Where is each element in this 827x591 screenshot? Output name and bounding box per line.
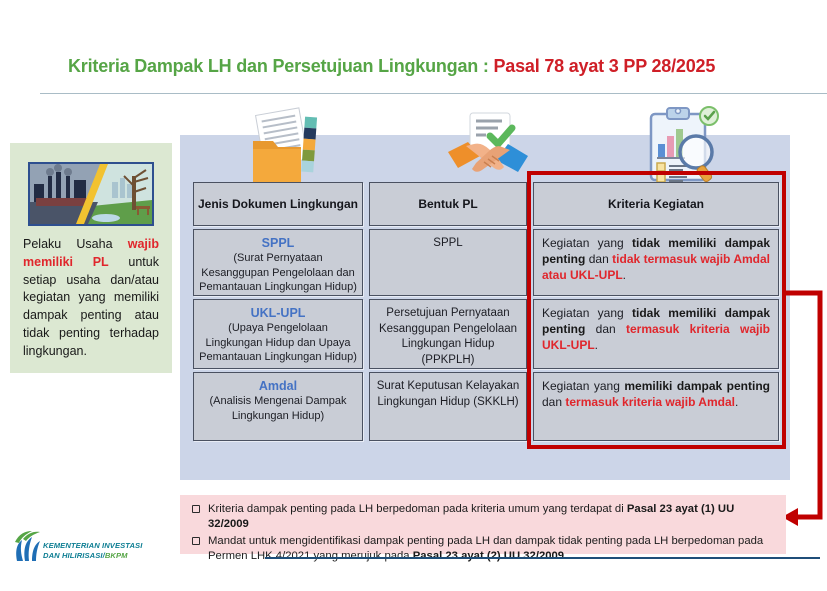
- handshake-agreement-icon: [446, 110, 530, 187]
- checkbox-square-icon: [192, 505, 200, 513]
- table-row-sppl-kriteria: Kegiatan yang tidak memiliki dampak penting dan tidak termasuk wajib Amdal atau UKL-UPL.: [533, 229, 779, 296]
- note-item-2: [192, 534, 776, 564]
- notes-box: [180, 495, 786, 562]
- org-name-accent: BKPM: [104, 550, 128, 560]
- table-row-uklupl-bentuk: Persetujuan Pernyataan Kesanggupan Pengelolaan Lingkungan Hidup (PPKPLH): [369, 299, 527, 369]
- title-highlight: Pasal 78 ayat 3 PP 28/2025: [493, 56, 716, 76]
- org-name-line1: KEMENTERIAN INVESTASI: [43, 541, 143, 550]
- audit-checklist-icon: [645, 104, 723, 191]
- table-row-amdal-bentuk: Surat Keputusan Kelayakan Lingkungan Hidup (SKKLH): [369, 372, 527, 441]
- doc-abbr-sppl: SPPL: [261, 236, 295, 250]
- table-row-uklupl-kriteria: Kegiatan yang tidak memiliki dampak penting dan termasuk kriteria wajib UKL-UPL.: [533, 299, 779, 369]
- sidebar-note: [10, 143, 172, 373]
- bkpm-logo-icon: [13, 530, 41, 567]
- table-header-kriteria-kegiatan: Kriteria Kegiatan: [533, 182, 779, 226]
- title-divider: [40, 93, 827, 94]
- documents-folder-icon: [243, 107, 327, 192]
- page-title: [68, 56, 715, 77]
- note-item-1: [192, 502, 776, 532]
- table-row-sppl-bentuk: SPPL: [369, 229, 527, 296]
- document-criteria-table: [193, 182, 779, 441]
- sidebar-text: Pelaku Usaha wajib memiliki PL untuk setiap usaha dan/atau kegiatan yang memiliki dampak penting atau tidak penting terhadap lingkungan.: [23, 237, 159, 358]
- doc-full-amdal: (Analisis Mengenai Dampak Lingkungan Hidup): [209, 395, 347, 422]
- table-row-amdal-kriteria: Kegiatan yang memiliki dampak penting dan termasuk kriteria wajib Amdal.: [533, 372, 779, 441]
- table-header-jenis-dokumen: Jenis Dokumen Lingkungan: [193, 182, 363, 226]
- table-row-amdal-doc: [193, 372, 363, 441]
- industry-vs-nature-illustration: [28, 162, 154, 226]
- doc-full-uklupl: (Upaya Pengelolaan Lingkungan Hidup dan Upaya Pemantauan Lingkungan Hidup): [199, 322, 357, 363]
- footer-divider: [265, 557, 820, 559]
- table-header-bentuk-pl: Bentuk PL: [369, 182, 527, 226]
- table-row-uklupl-doc: [193, 299, 363, 369]
- org-name: [43, 541, 142, 561]
- note-text-1: Kriteria dampak penting pada LH berpedoman pada kriteria umum yang terdapat di Pasal 23 ayat (1) UU 32/2009: [208, 503, 735, 530]
- industry-vs-nature-image: [28, 162, 154, 226]
- doc-abbr-uklupl: UKL-UPL: [250, 306, 306, 320]
- title-main: Kriteria Dampak LH dan Persetujuan Lingkungan :: [68, 56, 494, 76]
- org-name-line2: DAN HILIRISASI/BKPM: [43, 550, 128, 560]
- doc-abbr-amdal: Amdal: [258, 379, 298, 393]
- checkbox-square-icon: [192, 537, 200, 545]
- doc-full-sppl: (Surat Pernyataan Kesanggupan Pengelolaan dan Pemantauan Lingkungan Hidup): [199, 252, 357, 293]
- table-row-sppl-doc: [193, 229, 363, 296]
- note-text-2: Mandat untuk mengidentifikasi dampak penting pada LH dan dampak tidak penting pada LH berpedoman pada Permen LHK 4/2021 yang merujuk pada Pasal 23 ayat (2) UU 32/2009: [208, 534, 764, 562]
